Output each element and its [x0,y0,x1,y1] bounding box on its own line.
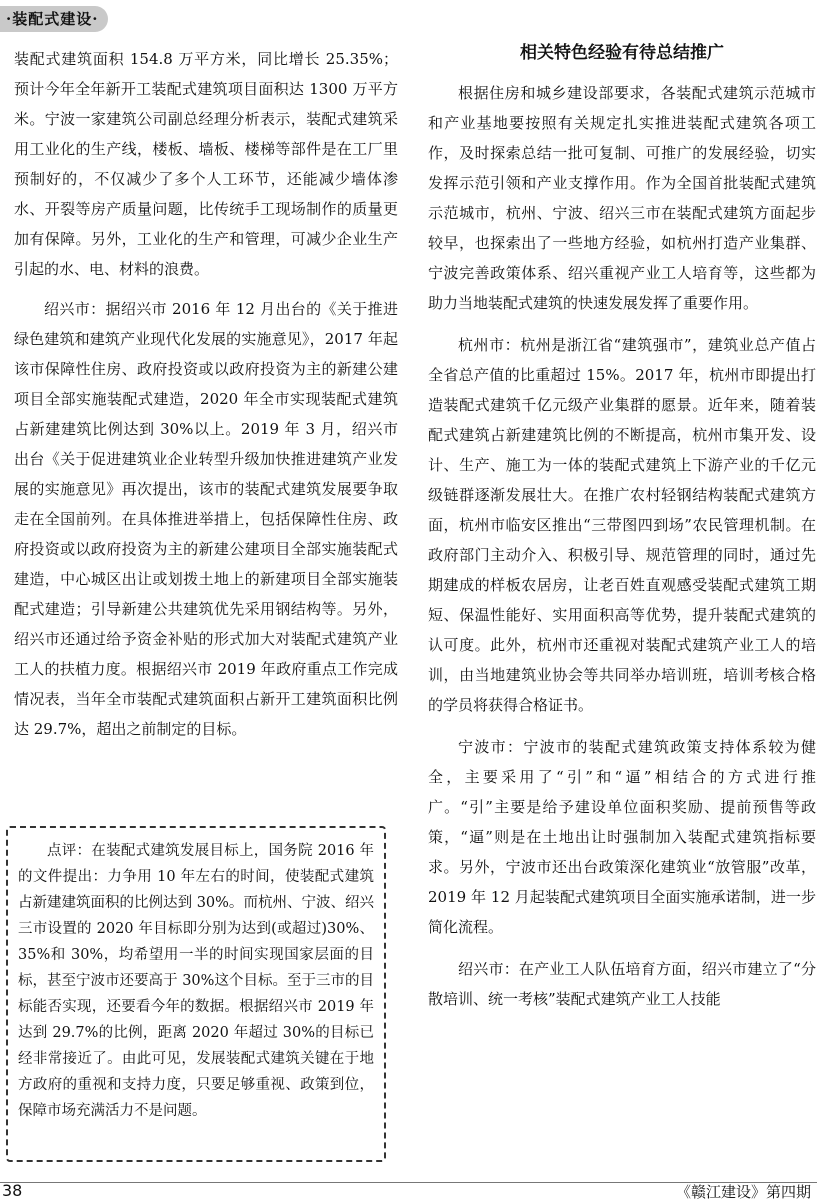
comment-box [6,826,386,1162]
body-paragraph: 装配式建筑面积 154.8 万平方米，同比增长 25.35%；预计今年全年新开工装配式建筑项目面积达 1300 万平方米。宁波一家建筑公司副总经理分析表示，装配式建筑采用工业化的生产线，楼板、墙板、楼梯等部件是在工厂里预制好的，不仅减少了多个人工环节，还能减少墙体渗水、开裂等房产质量问题，比传统手工现场制作的质量更加有保障。另外，工业化的生产和管理，可减少企业生产引起的水、电、材料的浪费。 [14,50,398,278]
body-paragraph: 绍兴市：在产业工人队伍培育方面，绍兴市建立了“分散培训、统一考核”装配式建筑产业工人技能 [428,960,816,1008]
comment-text: 点评：在装配式建筑发展目标上，国务院 2016 年的文件提出：力争用 10 年左右的时间，使装配式建筑占新建建筑面积的比例达到 30%。而杭州、宁波、绍兴三市设置的 2020 年目标即分别为达到(或超过)30%、35%和 30%，均希望用一半的时间实现国家层面的目标，甚至宁波市还要高于 30%这个目标。至于三市的目标能否实现，还要看今年的数据。根据绍兴市 2019 年达到 29.7%的比例，距离 2020 年超过 30%的目标已经非常接近了。由此可见，发展装配式建筑关键在于地方政府的重视和支持力度，只要足够重视、政策到位，保障市场充满活力不是问题。 [18,843,374,1119]
body-paragraph: 根据住房和城乡建设部要求，各装配式建筑示范城市和产业基地要按照有关规定扎实推进装配式建筑各项工作，及时探索总结一批可复制、可推广的发展经验，切实发挥示范引领和产业支撑作用。作为全国首批装配式建筑示范城市，杭州、宁波、绍兴三市在装配式建筑方面起步较早，也探索出了一些地方经验，如杭州打造产业集群、宁波完善政策体系、绍兴重视产业工人培育等，这些都为助力当地装配式建筑的快速发展发挥了重要作用。 [428,84,816,312]
right-column [428,38,816,1026]
section-label: ·装配式建设· [0,6,108,32]
body-paragraph: 杭州市：杭州是浙江省“建筑强市”，建筑业总产值占全省总产值的比重超过 15%。2017 年，杭州市即提出打造装配式建筑千亿元级产业集群的愿景。近年来，随着装配式建筑占新建建筑比例的不断提高，杭州市集开发、设计、生产、施工为一体的装配式建筑上下游产业的千亿元级链群逐渐发展壮大。在推广农村轻钢结构装配式建筑方面，杭州市临安区推出“三带图四到场”农民管理机制。在政府部门主动介入、积极引导、规范管理的同时，通过先期建成的样板农居房，让老百姓直观感受装配式建筑工期短、保温性能好、实用面积高等优势，提升装配式建筑的认可度。此外，杭州市还重视对装配式建筑产业工人的培训，由当地建筑业协会等共同举办培训班，培训考核合格的学员将获得合格证书。 [428,336,816,714]
left-column [14,44,398,754]
section-title: 相关特色经验有待总结推广 [520,43,724,63]
page-number: 38 [2,1181,23,1200]
body-paragraph: 绍兴市：据绍兴市 2016 年 12 月出台的《关于推进绿色建筑和建筑产业现代化发展的实施意见》，2017 年起该市保障性住房、政府投资或以政府投资为主的新建公建项目全部实施装配式建造，2020 年全市实现装配式建筑占新建建筑比例达到 30%以上。2019 年 3 月，绍兴市出台《关于促进建筑业企业转型升级加快推进建筑产业发展的实施意见》再次提出，该市的装配式建筑发展要争取走在全国前列。在具体推进举措上，包括保障性住房、政府投资或以政府投资为主的新建公建项目全部实施装配式建造，中心城区出让或划拨土地上的新建项目全部实施装配式建造；引导新建公共建筑优先采用钢结构等。另外，绍兴市还通过给予资金补贴的形式加大对装配式建筑产业工人的扶植力度。根据绍兴市 2019 年政府重点工作完成情况表，当年全市装配式建筑面积占新开工建筑面积比例达 29.7%，超出之前制定的目标。 [14,300,398,738]
body-paragraph: 宁波市：宁波市的装配式建筑政策支持体系较为健全，主要采用了“引”和“逼”相结合的方式进行推广。“引”主要是给予建设单位面积奖励、提前预售等政策，“逼”则是在土地出让时强制加入装配式建筑指标要求。另外，宁波市还出台政策深化建筑业“放管服”改革，2019 年 12 月起装配式建筑项目全面实施承诺制，进一步简化流程。 [428,738,816,936]
journal-name: 《赣江建设》第四期 [675,1183,811,1201]
